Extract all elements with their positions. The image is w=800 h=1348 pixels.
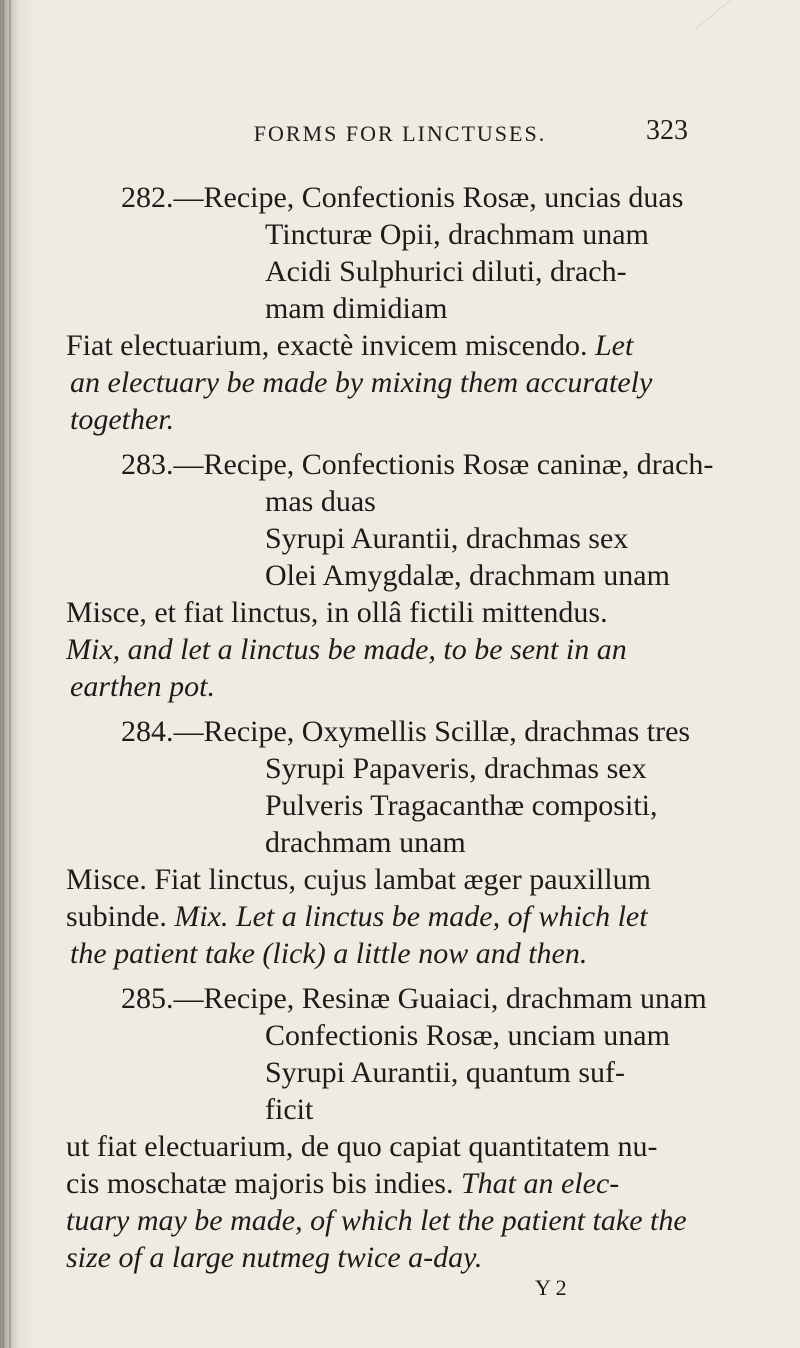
latin-direction: Fiat electuarium, exactè invicem miscendo. xyxy=(66,329,588,362)
english-translation: an electuary be made by mixing them accurately xyxy=(70,366,653,399)
recipe-285-ingredient: Confectionis Rosæ, unciam unam xyxy=(265,1019,670,1052)
latin-direction: cis moschatæ majoris bis indies. xyxy=(66,1167,454,1200)
english-translation: size of a large nutmeg twice a-day. xyxy=(66,1241,483,1274)
recipe-285-ingredient: Syrupi Aurantii, quantum suf- xyxy=(265,1056,625,1089)
recipe-284-ingredient: drachmam unam xyxy=(265,826,466,859)
recipe-282-ingredient: Acidi Sulphurici diluti, drach- xyxy=(265,255,627,288)
recipe-285-heading: 285.—Recipe, Resinæ Guaiaci, drachmam unam xyxy=(121,982,707,1015)
recipe-283-heading: 283.—Recipe, Confectionis Rosæ caninæ, drach- xyxy=(121,448,714,481)
recipe-283-ingredient: Olei Amygdalæ, drachmam unam xyxy=(265,559,670,592)
english-translation: That an elec- xyxy=(460,1167,620,1200)
running-head-title: FORMS FOR LINCTUSES. xyxy=(253,121,547,146)
recipe-284-ingredient: Pulveris Tragacanthæ compositi, xyxy=(265,789,658,822)
latin-direction: subinde. xyxy=(66,900,167,933)
recipe-284-ingredient: Syrupi Papaveris, drachmas sex xyxy=(265,752,647,785)
english-translation: Mix, and let a linctus be made, to be sent in an xyxy=(66,633,627,666)
english-translation: Mix. Let a linctus be made, of which let xyxy=(174,900,648,933)
recipe-283-ingredient: mas duas xyxy=(265,485,376,518)
recipe-282-ingredient: Tincturæ Opii, drachmam unam xyxy=(265,218,649,251)
english-translation: together. xyxy=(70,403,175,436)
recipe-283-direction: Misce, et fiat linctus, in ollâ fictili mittendus. xyxy=(66,596,608,629)
recipe-283-ingredient: Syrupi Aurantii, drachmas sex xyxy=(265,522,629,555)
recipe-282-direction xyxy=(66,329,633,363)
recipe-285-direction xyxy=(66,1167,619,1201)
english-translation: earthen pot. xyxy=(70,670,215,703)
signature-mark: Y 2 xyxy=(535,1275,567,1300)
page-number: 323 xyxy=(646,115,688,146)
recipe-285-direction: ut fiat electuarium, de quo capiat quantitatem nu- xyxy=(66,1130,658,1163)
recipe-282-heading: 282.—Recipe, Confectionis Rosæ, uncias duas xyxy=(121,181,684,214)
recipe-284-heading: 284.—Recipe, Oxymellis Scillæ, drachmas tres xyxy=(121,715,691,748)
recipe-284-direction xyxy=(66,900,648,934)
english-translation: tuary may be made, of which let the patient take the xyxy=(66,1204,687,1237)
english-translation: the patient take (lick) a little now and then. xyxy=(70,937,588,970)
recipe-282-ingredient: mam dimidiam xyxy=(265,292,448,325)
english-translation: Let xyxy=(594,329,634,362)
recipe-285-ingredient: ficit xyxy=(265,1093,314,1126)
recipe-284-direction: Misce. Fiat linctus, cujus lambat æger pauxillum xyxy=(66,863,651,896)
